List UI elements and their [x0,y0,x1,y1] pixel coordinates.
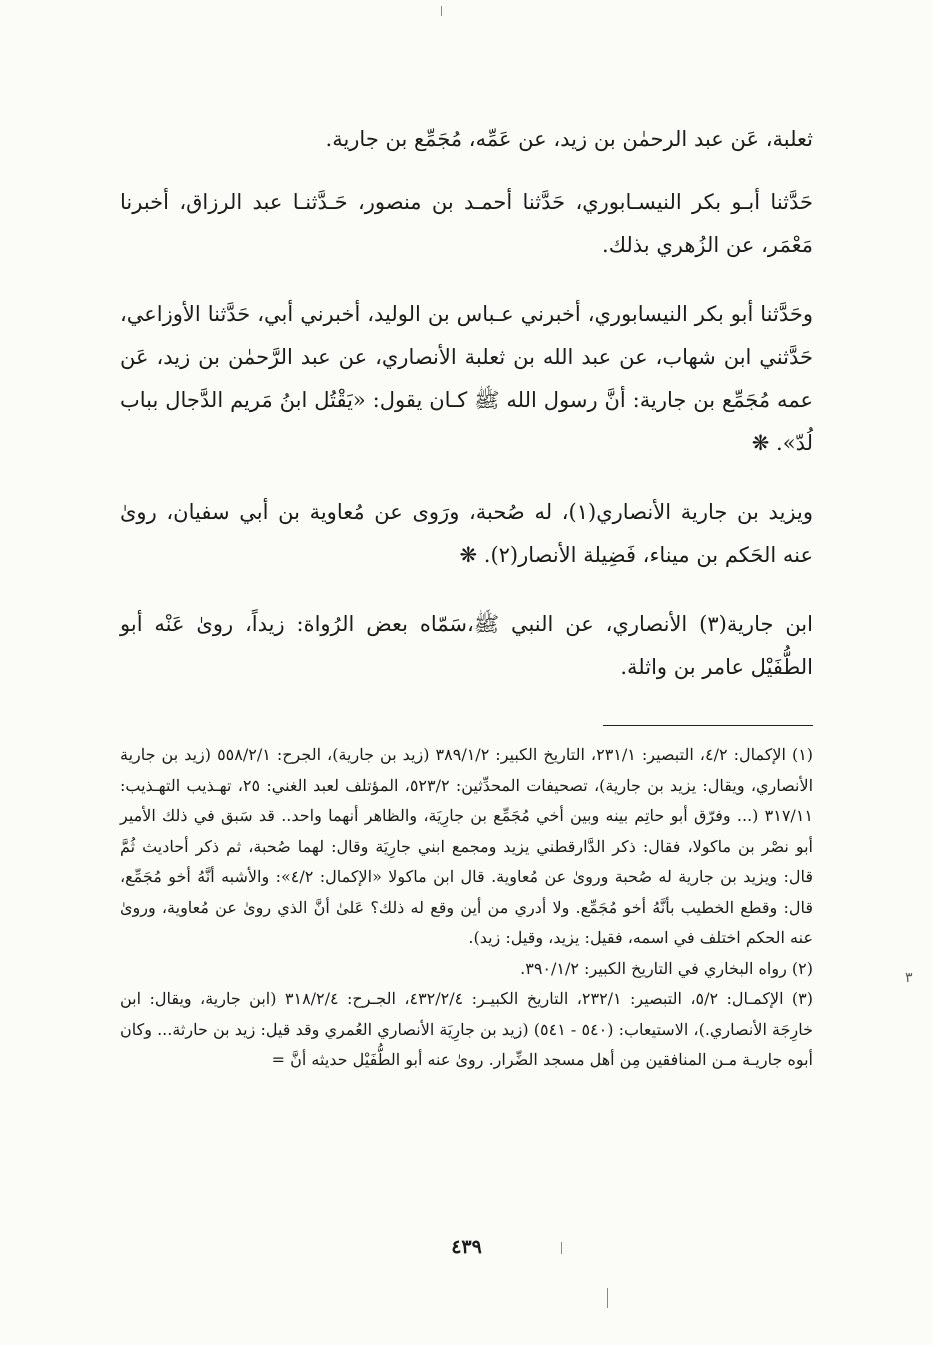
paragraph-5: ابن جارية(٣) الأنصاري، عن النبي ﷺ،سَمّاه بعض الرُواة: زيداً، روىٰ عَنْه أبو الطُّفَيْل عامر بن واثلة. [120,612,813,679]
page-number: ٤٣٩ [451,1236,482,1258]
paragraph-1: ثعلبة، عَن عبد الرحمٰن بن زيد، عن عَمِّه، مُجَمِّع بن جارية. [325,127,813,151]
footnote-3: (٣) الإكمـال: ٥/٢، التبصير: ٢٣٢/١، التاريخ الكبيـر: ٤٣٢/٢/٤، الجـرح: ٣١٨/٢/٤ (ابن جارية، ويقال: ابن خارِجَة الأنصاري.)، الاستيعاب: (٥٤٠ - ٥٤١) (زيد بن جارِيَة الأنصاري العُمري وقد قيل: زيد بن حارثة... وكان أبوه جاريـة مـن المنافقين مِن أهل مسجد الضِّرار. روىٰ عنه أبو الطُّفَيْل حديثه أنَّ = [120,989,814,1069]
footnotes [120,740,813,1076]
margin-mark: ٣ [905,970,913,986]
scan-mark [607,1288,608,1308]
main-text [120,118,813,689]
scan-mark [561,1242,562,1254]
scan-mark [441,6,442,16]
paragraph-3: وحَدَّثنا أبو بكر النيسابوري، أخبرني عـباس بن الوليد، أخبرني أبي، حَدَّثنا الأوزاعي، حَدَّثني ابن شهاب، عن عبد الله بن ثعلبة الأنصاري، عن عبد الرَّحمٰن بن زيد، عَن عمه مُجَمِّع بن جارية: أنَّ رسول الله ﷺ كـان يقول: «يَقْتُل ابنُ مَريم الدَّجال بباب لُدّ». ❋ [120,302,813,455]
footnote-separator [603,725,813,726]
paragraph-4: ويزيد بن جارية الأنصاري(١)، له صُحبة، ورَوى عن مُعاوية بن أبي سفيان، روىٰ عنه الحَكم بن ميناء، فَضِيلة الأنصار(٢). ❋ [120,500,813,567]
footnote-1: (١) الإكمال: ٤/٢، التبصير: ٢٣١/١، التاريخ الكبير: ٣٨٩/١/٢ (زيد بن جارية)، الجرح: ٥٥٨/٢/١ (زيد بن جارية الأنصاري، ويقال: يزيد بن جارية)، تصحيفات المحدِّثين: ٥٢٣/٢، المؤتلف لعبد الغني: ٢٥، تهـذيب التهـذيب: ٣١٧/١١ (... وفرّق أبو حاتِم بينه وبين أخي مُجَمِّع بن جارِيَة، والظاهر أنهما واحد.. قد سَبق في ذلك الأمير أبو نصْر بن ماكولا، فقال: ذكر الدَّارقطني يزيد ومجمع ابني جارِيَة وقال: لهما صُحبة، ثم ذكر أحاديث ثُمَّ قال: ويزيد بن جارية له صُحبة وروىٰ عن مُعاوية. قال ابن ماكولا «الإكمال: ٤/٢»: والأشبه أنَّهُ أخو مُجَمِّع، قال: وقطع الخطيب بأنَّهُ أخو مُجَمِّع. ولا أدري من أين وقع له ذلك؟ عَلىٰ أنَّ الذي روىٰ عن مُعاوية، وروىٰ عنه الحكم اختلف في اسمه، فقيل: يزيد، وقيل: زيد). [120,745,814,947]
footnote-2: (٢) رواه البخاري في التاريخ الكبير: ٣٩٠/١/٢. [520,958,813,978]
paragraph-2: حَدَّثنا أبـو بكر النيسـابوري، حَدَّثنا أحمـد بن منصور، حَـدَّثنـا عبد الرزاق، أخبرنا مَعْمَر، عن الزُهري بذلك. [120,190,813,257]
